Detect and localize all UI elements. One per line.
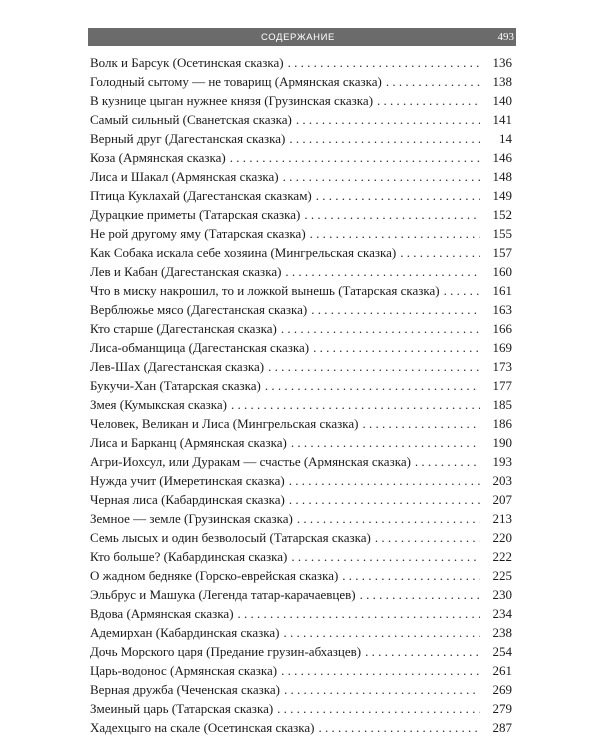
toc-entry xyxy=(90,186,512,205)
toc-entry-title: Голодный сытому — не товарищ (Армянская сказка) xyxy=(90,74,382,89)
toc-entry-title: Кто больше? (Кабардинская сказка) xyxy=(90,549,288,564)
dot-leader xyxy=(281,661,480,680)
toc-entry-title: Волк и Барсук (Осетинская сказка) xyxy=(90,55,284,70)
toc-entry xyxy=(90,642,512,661)
toc-entry-page: 213 xyxy=(492,511,512,526)
toc-entry-page: 222 xyxy=(492,549,512,564)
toc-entry-title: Змеиный царь (Татарская сказка) xyxy=(90,701,274,716)
toc-entry-title: Дурацкие приметы (Татарская сказка) xyxy=(90,207,301,222)
toc-entry xyxy=(90,357,512,376)
toc-entry-page: 207 xyxy=(492,492,512,507)
toc-entry-page: 177 xyxy=(492,378,512,393)
toc-entry-title: Земное — земле (Грузинская сказка) xyxy=(90,511,293,526)
toc-entry-title: Лиса и Барканц (Армянская сказка) xyxy=(90,435,287,450)
toc-entry-page: 152 xyxy=(492,207,512,222)
toc-entry-page: 287 xyxy=(492,720,512,735)
toc-entry xyxy=(90,471,512,490)
toc-entry-page: 254 xyxy=(492,644,512,659)
toc-entry xyxy=(90,53,512,72)
toc-entry xyxy=(90,110,512,129)
dot-leader xyxy=(415,452,480,471)
toc-entry-title: Кто старше (Дагестанская сказка) xyxy=(90,321,277,336)
toc-entry xyxy=(90,661,512,680)
dot-leader xyxy=(313,338,480,357)
toc-entry-title: Змея (Кумыкская сказка) xyxy=(90,397,227,412)
dot-leader xyxy=(281,319,480,338)
toc-entry-page: 203 xyxy=(492,473,512,488)
toc-entry xyxy=(90,490,512,509)
toc-entry-page: 190 xyxy=(492,435,512,450)
toc-entry xyxy=(90,547,512,566)
table-of-contents xyxy=(90,53,512,737)
dot-leader xyxy=(284,623,480,642)
toc-entry-title: Эльбрус и Машука (Легенда татар-карачаевцев) xyxy=(90,587,356,602)
dot-leader xyxy=(283,167,480,186)
toc-entry-title: Не рой другому яму (Татарская сказка) xyxy=(90,226,306,241)
toc-entry-page: 193 xyxy=(492,454,512,469)
toc-entry xyxy=(90,281,512,300)
toc-entry xyxy=(90,528,512,547)
dot-leader xyxy=(285,262,480,281)
toc-entry-title: Как Собака искала себе хозяина (Мингрельская сказка) xyxy=(90,245,397,260)
toc-entry-page: 269 xyxy=(492,682,512,697)
toc-entry-page: 160 xyxy=(492,264,512,279)
toc-entry-title: Верблюжье мясо (Дагестанская сказка) xyxy=(90,302,308,317)
toc-entry xyxy=(90,414,512,433)
toc-entry-title: Вдова (Армянская сказка) xyxy=(90,606,234,621)
toc-entry xyxy=(90,376,512,395)
toc-entry-page: 230 xyxy=(492,587,512,602)
toc-entry-page: 238 xyxy=(492,625,512,640)
toc-entry-page: 149 xyxy=(492,188,512,203)
toc-entry-page: 234 xyxy=(492,606,512,621)
dot-leader xyxy=(296,110,480,129)
toc-entry-title: Что в миску накрошил, то и ложкой вынешь (Татарская сказка) xyxy=(90,283,440,298)
toc-entry-title: Черная лиса (Кабардинская сказка) xyxy=(90,492,285,507)
dot-leader xyxy=(377,91,480,110)
dot-leader xyxy=(319,718,481,737)
toc-entry-title: Лиса и Шакал (Армянская сказка) xyxy=(90,169,279,184)
toc-entry-title: Адемирхан (Кабардинская сказка) xyxy=(90,625,280,640)
toc-entry xyxy=(90,205,512,224)
toc-entry-title: Дочь Морского царя (Предание грузин-абхазцев) xyxy=(90,644,362,659)
dot-leader xyxy=(284,680,480,699)
toc-entry-page: 138 xyxy=(492,74,512,89)
dot-leader xyxy=(238,604,480,623)
dot-leader xyxy=(291,433,480,452)
dot-leader xyxy=(268,357,480,376)
toc-entry-page: 141 xyxy=(492,112,512,127)
dot-leader xyxy=(444,281,480,300)
dot-leader xyxy=(291,547,480,566)
dot-leader xyxy=(231,395,480,414)
dot-leader xyxy=(310,224,480,243)
dot-leader xyxy=(297,509,480,528)
toc-entry-page: 186 xyxy=(492,416,512,431)
toc-entry-page: 166 xyxy=(492,321,512,336)
toc-entry xyxy=(90,680,512,699)
toc-entry-page: 169 xyxy=(492,340,512,355)
toc-entry-page: 140 xyxy=(492,93,512,108)
section-title: СОДЕРЖАНИЕ xyxy=(261,31,335,43)
toc-entry-page: 225 xyxy=(492,568,512,583)
toc-entry-page: 148 xyxy=(492,169,512,184)
dot-leader xyxy=(304,205,480,224)
toc-entry-page: 157 xyxy=(492,245,512,260)
dot-leader xyxy=(289,471,480,490)
toc-entry xyxy=(90,224,512,243)
toc-entry xyxy=(90,452,512,471)
toc-entry-title: Самый сильный (Сванетская сказка) xyxy=(90,112,292,127)
toc-entry xyxy=(90,623,512,642)
toc-entry-title: Царь-водонос (Армянская сказка) xyxy=(90,663,278,678)
page-number: 493 xyxy=(497,31,514,43)
dot-leader xyxy=(386,72,480,91)
dot-leader xyxy=(311,300,480,319)
toc-entry-title: Лев-Шах (Дагестанская сказка) xyxy=(90,359,265,374)
toc-entry-page: 173 xyxy=(492,359,512,374)
dot-leader xyxy=(375,528,480,547)
toc-entry xyxy=(90,338,512,357)
dot-leader xyxy=(342,566,480,585)
toc-entry xyxy=(90,718,512,737)
toc-entry xyxy=(90,300,512,319)
toc-entry-page: 220 xyxy=(492,530,512,545)
dot-leader xyxy=(289,490,480,509)
toc-entry-title: О жадном бедняке (Горско-еврейская сказка) xyxy=(90,568,339,583)
dot-leader xyxy=(288,53,480,72)
toc-entry-title: Агри-Иохсул, или Дуракам — счастье (Армянская сказка) xyxy=(90,454,411,469)
toc-entry-title: Семь лысых и один безволосый (Татарская сказка) xyxy=(90,530,371,545)
dot-leader xyxy=(265,376,480,395)
toc-entry-title: Букучи-Хан (Татарская сказка) xyxy=(90,378,261,393)
toc-entry xyxy=(90,604,512,623)
dot-leader xyxy=(289,129,480,148)
toc-entry-page: 261 xyxy=(492,663,512,678)
dot-leader xyxy=(360,585,480,604)
toc-entry-title: Лев и Кабан (Дагестанская сказка) xyxy=(90,264,282,279)
dot-leader xyxy=(316,186,480,205)
toc-entry-title: Человек, Великан и Лиса (Мингрельская сказка) xyxy=(90,416,359,431)
toc-entry-page: 146 xyxy=(492,150,512,165)
toc-entry-page: 14 xyxy=(499,131,512,146)
toc-entry-title: Лиса-обманщица (Дагестанская сказка) xyxy=(90,340,310,355)
page-header xyxy=(88,28,516,46)
toc-entry xyxy=(90,243,512,262)
toc-entry xyxy=(90,699,512,718)
dot-leader xyxy=(277,699,480,718)
toc-entry xyxy=(90,91,512,110)
toc-entry-title: В кузнице цыган нужнее князя (Грузинская сказка) xyxy=(90,93,374,108)
toc-entry-title: Хадехцыго на скале (Осетинская сказка) xyxy=(90,720,315,735)
toc-entry-page: 155 xyxy=(492,226,512,241)
toc-entry xyxy=(90,262,512,281)
toc-entry-page: 163 xyxy=(492,302,512,317)
toc-entry-page: 185 xyxy=(492,397,512,412)
dot-leader xyxy=(363,414,481,433)
toc-entry-title: Верная дружба (Чеченская сказка) xyxy=(90,682,281,697)
toc-entry-title: Коза (Армянская сказка) xyxy=(90,150,226,165)
toc-entry-title: Нужда учит (Имеретинская сказка) xyxy=(90,473,285,488)
dot-leader xyxy=(230,148,480,167)
toc-entry-title: Верный друг (Дагестанская сказка) xyxy=(90,131,286,146)
toc-entry xyxy=(90,148,512,167)
toc-entry xyxy=(90,395,512,414)
toc-entry xyxy=(90,319,512,338)
toc-entry xyxy=(90,509,512,528)
dot-leader xyxy=(400,243,480,262)
toc-entry xyxy=(90,585,512,604)
toc-entry-title: Птица Куклахай (Дагестанская сказкам) xyxy=(90,188,312,203)
toc-entry xyxy=(90,129,512,148)
toc-entry-page: 279 xyxy=(492,701,512,716)
toc-entry xyxy=(90,433,512,452)
toc-entry xyxy=(90,72,512,91)
dot-leader xyxy=(365,642,480,661)
toc-entry-page: 136 xyxy=(492,55,512,70)
toc-entry xyxy=(90,167,512,186)
toc-entry-page: 161 xyxy=(492,283,512,298)
toc-entry xyxy=(90,566,512,585)
